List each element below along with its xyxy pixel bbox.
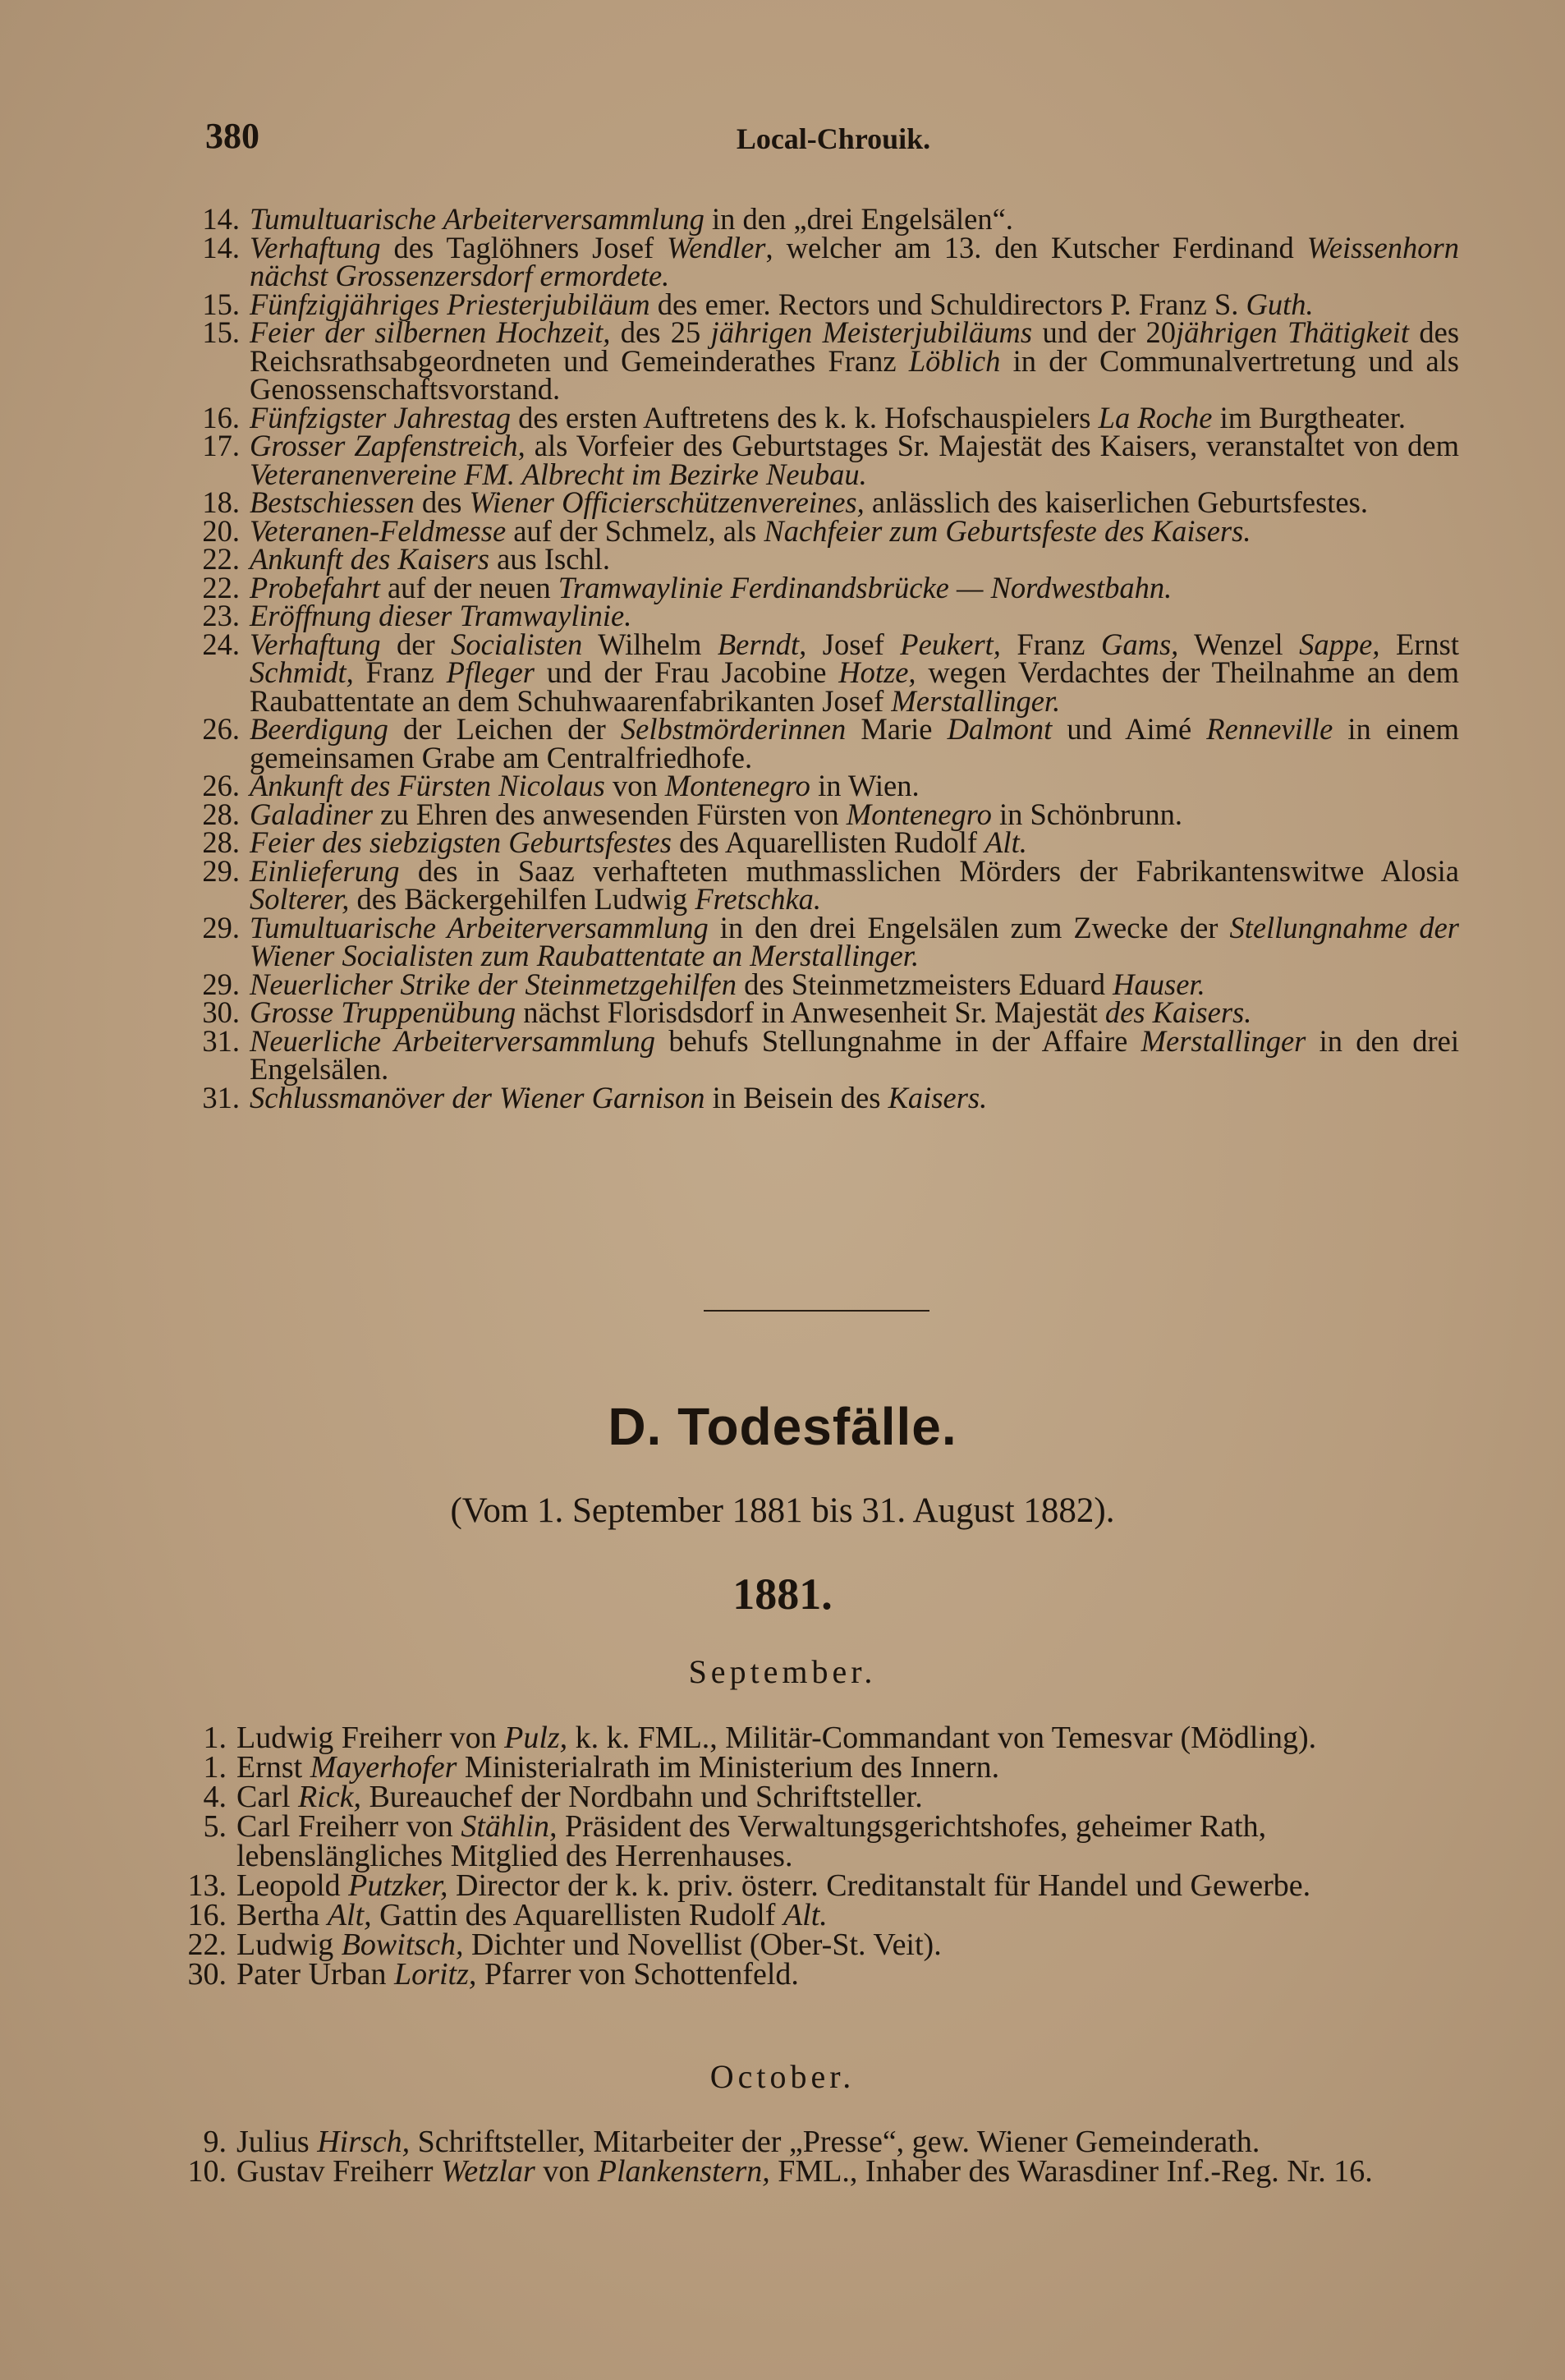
death-entry	[179, 1957, 1460, 1992]
chronicle-entry	[190, 627, 1459, 718]
chronicle-entry	[190, 797, 1459, 831]
entry-number: 16.	[187, 1898, 227, 1932]
entry-number: 22.	[202, 570, 240, 604]
text: von	[535, 2154, 598, 2189]
entry-number: 10.	[187, 2154, 227, 2189]
italic-text: Veteranenvereine FM. Albrecht im Bezirke Neubau.	[250, 457, 867, 491]
text: Wilhelm	[582, 627, 718, 661]
italic-text: Alt,	[327, 1898, 372, 1932]
italic-text: Kaisers.	[888, 1080, 988, 1114]
death-entry	[179, 1809, 1460, 1873]
italic-text: Grosse Truppenübung	[250, 995, 516, 1029]
chronicle-entry	[190, 995, 1459, 1029]
chronicle-entry	[190, 202, 1459, 236]
italic-text: Neuerlicher Strike der Steinmetzgehilfen	[250, 967, 737, 1001]
entry-number: 16.	[202, 400, 240, 434]
text: des 25	[610, 315, 711, 349]
text: in der Communalvertretung und als Genossenschaftsvorstand.	[250, 343, 1459, 406]
text: anlässlich des kaiserlichen Geburtsfestes.	[864, 485, 1368, 519]
italic-text: Ankunft des Fürsten Nicolaus	[250, 769, 605, 802]
chronicle-entry	[190, 825, 1459, 859]
entry-number: 22.	[202, 542, 240, 576]
entry-number: 4.	[203, 1780, 227, 1814]
italic-text: Ankunft des Kaisers	[250, 542, 489, 576]
text: FML., Inhaber des Warasdiner Inf.-Reg. Nr. 16.	[769, 2154, 1373, 2189]
italic-text: Rick,	[297, 1780, 361, 1814]
text: von	[604, 769, 665, 802]
entry-number: 17.	[202, 429, 240, 462]
chronicle-entry	[190, 967, 1459, 1001]
death-entry	[179, 1868, 1460, 1903]
death-entry	[179, 1900, 1460, 1930]
italic-text: Berndt,	[717, 627, 807, 661]
text: Ernst	[236, 1750, 310, 1785]
text: Pfarrer von Schottenfeld.	[476, 1957, 799, 1992]
italic-text: Verhaftung	[250, 230, 381, 264]
italic-text: Plankenstern,	[597, 2154, 770, 2189]
text: in Schönbrunn.	[991, 797, 1183, 831]
text: in einem gemeinsamen Grabe am Centralfriedhofe.	[250, 712, 1460, 774]
death-entry	[179, 2154, 1460, 2189]
chronicle-entry	[190, 429, 1459, 491]
death-list-september	[179, 1721, 1460, 1992]
italic-text: Galadiner	[250, 797, 374, 831]
italic-text: Nachfeier zum Geburtsfeste des Kaisers.	[764, 513, 1251, 548]
italic-text: Merstallinger.	[891, 683, 1061, 718]
text: des Aquarellisten Rudolf	[671, 825, 985, 859]
chronicle-entry	[190, 513, 1459, 548]
italic-text: Fünfzigster Jahrestag	[250, 400, 512, 434]
entry-number: 29.	[202, 853, 240, 888]
death-entry	[179, 1927, 1460, 1962]
chronicle-entry	[190, 712, 1460, 774]
text: der	[380, 627, 452, 661]
text: behufs Stellungnahme in der Affaire	[655, 1023, 1141, 1058]
text: in den drei Engelsälen.	[250, 1023, 1459, 1086]
entry-number: 14.	[202, 230, 240, 264]
text: auf der neuen	[379, 570, 558, 604]
entry-number: 15.	[202, 315, 240, 349]
text: in Beisein des	[704, 1080, 888, 1114]
italic-text: Merstallinger	[1140, 1023, 1306, 1058]
text: und der Frau Jacobine	[535, 655, 839, 689]
text: Carl	[236, 1780, 298, 1814]
month-heading-september: September.	[688, 1653, 877, 1690]
chronicle-entry	[190, 769, 1459, 802]
death-entry	[179, 1750, 1460, 1785]
italic-text: Fünfzigjähriges Priesterjubiläum	[250, 287, 650, 321]
entry-number: 13.	[187, 1868, 227, 1903]
italic-text: Tumultuarische Arbeiterversammlung	[250, 910, 709, 944]
text: k. k. FML., Militär-Commandant von Temesvar (Mödling).	[567, 1721, 1317, 1755]
text: Carl Freiherr von	[236, 1809, 461, 1844]
italic-text: Löblich	[908, 343, 1001, 378]
italic-text: Sappe,	[1299, 627, 1380, 661]
entry-number: 28.	[202, 797, 240, 831]
text: wegen Verdachtes der Theilnahme an dem Raubattentate an dem Schuhwaarenfabrikanten Josef	[250, 655, 1459, 718]
text: Dichter und Novellist (Ober-St. Veit).	[463, 1927, 942, 1962]
chronicle-entry	[190, 910, 1459, 972]
text: der Leichen der	[388, 712, 621, 746]
entry-number: 29.	[202, 967, 240, 1001]
italic-text: Grosser Zapfenstreich,	[250, 429, 525, 462]
entry-number: 29.	[202, 910, 240, 944]
italic-text: Weissenhorn nächst Grossenzersdorf ermordete.	[250, 230, 1459, 292]
italic-text: Stählin,	[461, 1809, 558, 1844]
italic-text: Schlussmanöver der Wiener Garnison	[250, 1080, 705, 1114]
italic-text: La Roche	[1098, 400, 1213, 434]
year-heading: 1881.	[732, 1569, 833, 1619]
italic-text: Renneville	[1206, 712, 1333, 746]
entry-number: 18.	[202, 485, 240, 519]
text: Gattin des Aquarellisten Rudolf	[371, 1898, 783, 1932]
italic-text: Feier der silbernen Hochzeit,	[250, 315, 611, 349]
italic-text: Schmidt,	[250, 655, 354, 689]
italic-text: Gams,	[1101, 627, 1179, 661]
entry-number: 20.	[202, 513, 240, 548]
text: aus Ischl.	[489, 542, 610, 576]
chronicle-entry	[190, 230, 1459, 292]
entry-number: 30.	[187, 1957, 227, 1992]
chronicle-entry	[190, 853, 1459, 916]
entry-number: 15.	[202, 287, 240, 321]
text: Bureauchef der Nordbahn und Schriftsteller.	[360, 1780, 923, 1814]
chronicle-entry	[190, 542, 1459, 576]
italic-text: Neuerliche Arbeiterversammlung	[250, 1023, 656, 1058]
section-subtitle: (Vom 1. September 1881 bis 31. August 1882).	[450, 1491, 1115, 1530]
text: und Aimé	[1052, 712, 1207, 746]
italic-text: Socialisten	[451, 627, 583, 661]
italic-text: Fretschka.	[695, 882, 822, 916]
entry-number: 28.	[202, 825, 240, 859]
italic-text: Dalmont	[947, 712, 1053, 746]
death-entry	[179, 1723, 1460, 1753]
text: des Reichsrathsabgeordneten und Gemeinderathes Franz	[250, 315, 1460, 378]
text: Ministerialrath im Ministerium des Innern.	[457, 1750, 1000, 1785]
chronicle-entries	[190, 202, 1460, 1114]
italic-text: Pulz,	[504, 1721, 568, 1755]
entry-number: 26.	[202, 712, 240, 746]
entry-number: 31.	[202, 1080, 240, 1114]
italic-text: Beerdigung	[250, 712, 388, 746]
italic-text: Wetzlar	[441, 2154, 535, 2189]
text: des in Saaz verhafteten muthmasslichen Mörders der Fabrikantenswitwe Alosia	[399, 853, 1459, 888]
text: Ludwig	[236, 1927, 342, 1962]
text: Marie	[846, 712, 948, 746]
italic-text: Tramwaylinie Ferdinandsbrücke — Nordwestbahn.	[558, 570, 1173, 604]
chronicle-entry	[190, 1080, 1459, 1114]
italic-text: Tumultuarische Arbeiterversammlung	[250, 202, 704, 236]
page-header	[205, 115, 1462, 164]
chronicle-entry	[190, 400, 1459, 434]
death-entry	[179, 2127, 1460, 2157]
italic-text: Veteranen-Feldmesse	[250, 513, 507, 548]
entry-number: 1.	[203, 1750, 227, 1785]
text: im Burgtheater.	[1212, 400, 1407, 434]
italic-text: jährigen Thätigkeit	[1175, 315, 1410, 349]
italic-text: Montenegro	[664, 769, 810, 802]
italic-text: Bestschiessen	[250, 485, 415, 519]
text: Director der k. k. priv. österr. Creditanstalt für Handel und Gewerbe.	[447, 1868, 1311, 1903]
entry-number: 9.	[203, 2125, 227, 2159]
italic-text: Mayerhofer	[310, 1750, 457, 1785]
italic-text: Bowitsch,	[341, 1927, 464, 1962]
italic-text: Alt.	[782, 1898, 828, 1932]
text: des Taglöhners Josef	[380, 230, 668, 264]
italic-text: Stellungnahme der Wiener Socialisten zum Raubattentate an Merstallinger.	[250, 910, 1459, 972]
italic-text: Einlieferung	[250, 853, 400, 888]
entry-number: 5.	[203, 1809, 227, 1844]
chronicle-entry	[190, 570, 1459, 604]
text: als Vorfeier des Geburtstages Sr. Majestät des Kaisers, veranstaltet von dem	[525, 429, 1459, 462]
entry-number: 26.	[202, 769, 240, 802]
text: des Bäckergehilfen Ludwig	[349, 882, 695, 916]
text: Leopold	[236, 1868, 349, 1903]
text: des ersten Auftretens des k. k. Hofschauspielers	[511, 400, 1099, 434]
entry-number: 24.	[202, 627, 240, 661]
italic-text: Pfleger	[446, 655, 535, 689]
text: Josef	[806, 627, 901, 661]
text: , welcher am 13. den Kutscher Ferdinand	[765, 230, 1307, 264]
italic-text: Feier des siebzigsten Geburtsfestes	[250, 825, 672, 859]
text: auf der Schmelz, als	[506, 513, 764, 548]
text: Ludwig Freiherr von	[236, 1721, 505, 1755]
text: und der 20	[1032, 315, 1176, 349]
entry-number: 22.	[187, 1927, 227, 1962]
italic-text: Verhaftung	[250, 627, 381, 661]
chronicle-entry	[190, 315, 1460, 406]
text: Julius	[236, 2125, 318, 2159]
chronicle-entry	[190, 599, 1459, 632]
italic-text: Putzker,	[348, 1868, 448, 1903]
text: Gustav Freiherr	[236, 2154, 442, 2189]
text: Pater Urban	[236, 1957, 395, 1992]
death-entry	[179, 1782, 1460, 1812]
text: zu Ehren des anwesenden Fürsten von	[373, 797, 847, 831]
italic-text: Wendler	[667, 230, 766, 264]
entry-number: 30.	[202, 995, 240, 1029]
text: Wenzel	[1178, 627, 1300, 661]
text: Präsident des Verwaltungsgerichtshofes, geheimer Rath, lebenslängliches Mitglied des Herrenhauses.	[236, 1809, 1267, 1873]
italic-text: Guth.	[1246, 287, 1314, 321]
section-title: D. Todesfälle.	[608, 1397, 957, 1456]
entry-number: 14.	[202, 202, 240, 236]
italic-text: Hirsch,	[317, 2125, 411, 2159]
text: Franz	[353, 655, 447, 689]
italic-text: jährigen Meisterjubiläums	[710, 315, 1033, 349]
italic-text: Selbstmörderinnen	[620, 712, 847, 746]
italic-text: Probefahrt	[250, 570, 380, 604]
chronicle-entry	[190, 485, 1459, 519]
page-number: 380	[205, 116, 259, 156]
text: in den „drei Engelsälen“.	[704, 202, 1013, 236]
text: des emer. Rectors und Schuldirectors P. Franz S.	[649, 287, 1246, 321]
running-title: Local-Chrouik.	[736, 122, 931, 155]
italic-text: Loritz,	[394, 1957, 477, 1992]
italic-text: Hauser.	[1113, 967, 1205, 1001]
text: des	[414, 485, 470, 519]
chronicle-entry	[190, 1023, 1459, 1086]
italic-text: Solterer,	[250, 882, 350, 916]
italic-text: Wiener Officierschützenvereines,	[469, 485, 865, 519]
entry-number: 1.	[203, 1721, 227, 1755]
italic-text: Alt.	[984, 825, 1027, 859]
italic-text: Peukert,	[900, 627, 1001, 661]
italic-text: Hotze,	[838, 655, 916, 689]
text: Franz	[1000, 627, 1101, 661]
section-divider	[704, 1310, 929, 1312]
italic-text: Eröffnung dieser Tramwaylinie.	[250, 599, 632, 632]
death-list-october	[179, 2125, 1460, 2189]
italic-text: Montenegro	[846, 797, 992, 831]
italic-text: des Kaisers.	[1104, 995, 1252, 1029]
text: Schriftsteller, Mitarbeiter der „Presse“, gew. Wiener Gemeinderath.	[410, 2125, 1260, 2159]
entry-number: 23.	[202, 599, 240, 632]
text: in den drei Engelsälen zum Zwecke der	[708, 910, 1230, 944]
text: Ernst	[1379, 627, 1459, 661]
text: in Wien.	[810, 769, 920, 802]
text: nächst Florisdsdorf in Anwesenheit Sr. Majestät	[516, 995, 1105, 1029]
month-heading-october: October.	[709, 2058, 856, 2095]
text: des Steinmetzmeisters Eduard	[736, 967, 1113, 1001]
text: Bertha	[236, 1898, 328, 1932]
entry-number: 31.	[202, 1023, 240, 1058]
chronicle-entry	[190, 287, 1459, 321]
